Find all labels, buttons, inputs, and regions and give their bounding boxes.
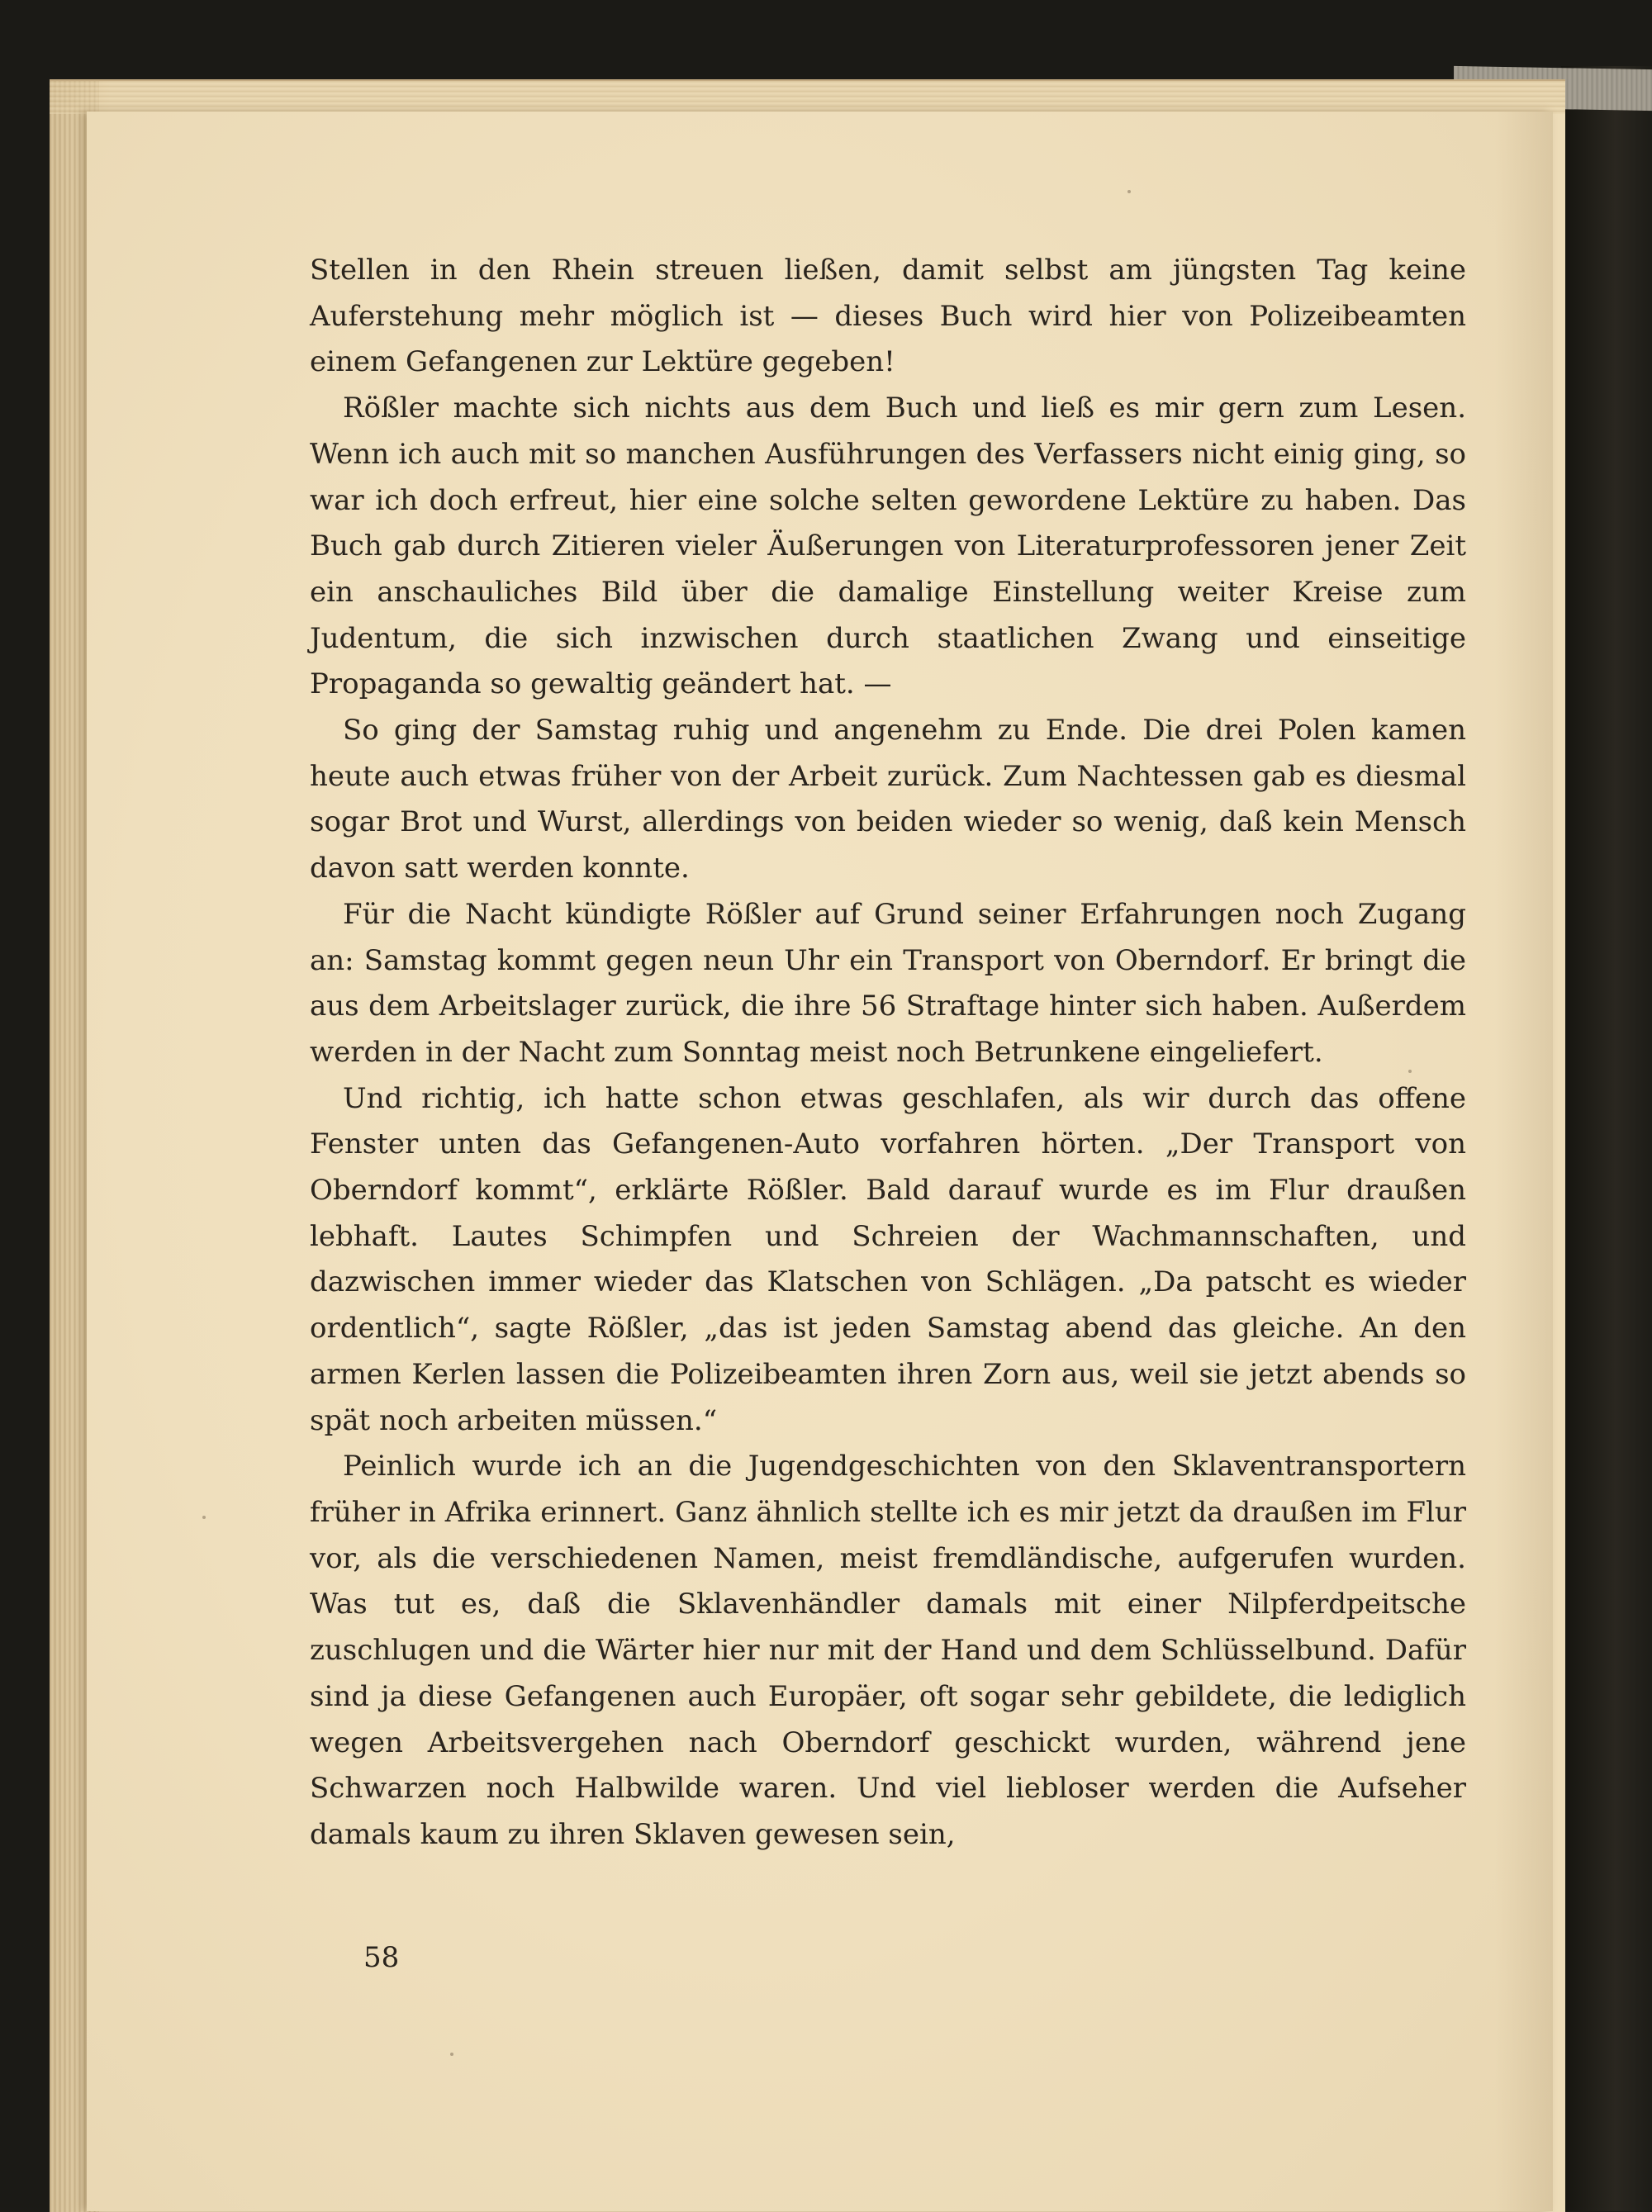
paper-speck (1127, 190, 1131, 193)
book-page (87, 112, 1553, 2211)
paper-speck (202, 1516, 206, 1519)
paragraph: Für die Nacht kündigte Rößler auf Grund seiner Erfahrungen noch Zugang an: Samstag kommt gegen neun Uhr ein Transport von Oberndorf. Er bringt die aus dem Arbeitslager zurück, die ihre 56 Straftage hinter sich haben. Außerdem werden in der Nacht zum Sonntag meist noch Betrunkene eingeliefert. (310, 897, 1466, 1069)
paragraph: Und richtig, ich hatte schon etwas geschlafen, als wir durch das offene Fenster unten das Gefangenen-Auto vorfahren hörten. „Der Transport von Oberndorf kommt“, erklärte Rößler. Bald darauf wurde es im Flur draußen lebhaft. Lautes Schimpfen und Schreien der Wachmannschaften, und dazwischen immer wieder das Klatschen von Schlägen. „Da patscht es wieder ordentlich“, sagte Rößler, „das ist jeden Samstag abend das gleiche. An den armen Kerlen lassen die Polizeibeamten ihren Zorn aus, weil sie jetzt abends so spät noch arbeiten müssen.“ (310, 1081, 1466, 1437)
paper-speck (1408, 1070, 1412, 1073)
page-number: 58 (363, 1941, 400, 1974)
paper-speck (450, 2053, 453, 2056)
paragraph: So ging der Samstag ruhig und angenehm zu Ende. Die drei Polen kamen heute auch etwas früher von der Arbeit zurück. Zum Nachtessen gab es diesmal sogar Brot und Wurst, allerdings von beiden wieder so wenig, daß kein Mensch davon satt werden konnte. (310, 714, 1466, 885)
paragraph: Peinlich wurde ich an die Jugendgeschichten von den Sklaventransportern früher in Afrika erinnert. Ganz ähnlich stellte ich es mir jetzt da draußen im Flur vor, als die verschiedenen Namen, meist fremdländische, aufgerufen wurden. Was tut es, daß die Sklavenhändler damals mit einer Nilpferdpeitsche zuschlugen und die Wärter hier nur mit der Hand und dem Schlüsselbund. Dafür sind ja diese Gefangenen auch Europäer, oft sogar sehr gebildete, die lediglich wegen Arbeitsvergehen nach Oberndorf geschickt wurden, während jene Schwarzen noch Halbwilde waren. Und viel liebloser werden die Aufseher damals kaum zu ihren Sklaven gewesen sein, (310, 1450, 1466, 1851)
paragraph: Rößler machte sich nichts aus dem Buch und ließ es mir gern zum Lesen. Wenn ich auch mit so manchen Ausführungen des Verfassers nicht einig ging, so war ich doch erfreut, hier eine solche selten gewordene Lektüre zu haben. Das Buch gab durch Zitieren vieler Äußerungen von Literaturprofessoren jener Zeit ein anschauliches Bild über die damalige Einstellung weiter Kreise zum Judentum, die sich inzwischen durch staatlichen Zwang und einseitige Propaganda so gewaltig geändert hat. — (310, 392, 1466, 701)
body-text (310, 248, 1466, 1858)
paragraph: Stellen in den Rhein streuen ließen, damit selbst am jüngsten Tag keine Auferstehung mehr möglich ist — dieses Buch wird hier von Polizeibeamten einem Gefangenen zur Lektüre gegeben! (310, 254, 1466, 379)
gutter-shadow (1495, 112, 1553, 2211)
book-cover-edge (1561, 66, 1652, 2211)
